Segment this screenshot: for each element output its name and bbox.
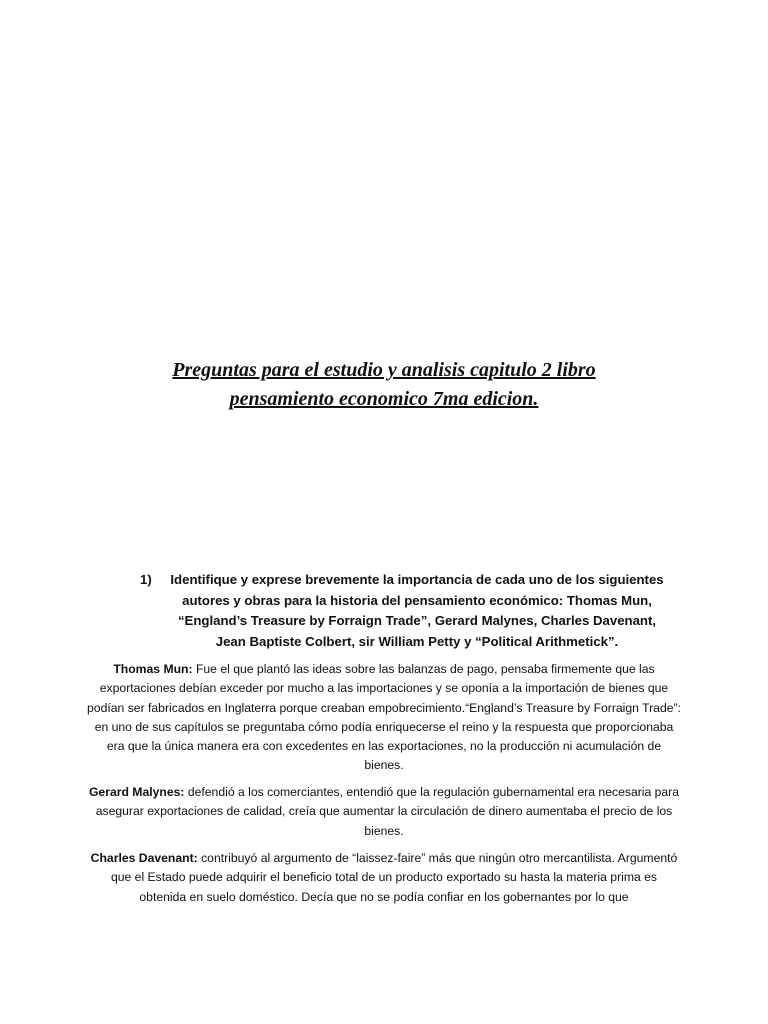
answer-charles-davenant	[86, 849, 682, 907]
title-line-2: pensamiento economico 7ma edicion.	[229, 388, 539, 410]
question-text: Identifique y exprese brevemente la importancia de cada uno de los siguientes autores y obras para la historia del pensamiento económico: Thomas Mun, “England’s Treasure by Forraign Trade”, Gerard Malynes, Charles Davenant, Jean Baptiste Colbert, sir William Petty y “Political Arithmetick”.	[170, 572, 664, 649]
question-1	[132, 570, 672, 652]
answer-author-name: Charles Davenant:	[90, 851, 198, 865]
document-title	[84, 356, 684, 414]
title-line-1: Preguntas para el estudio y analisis capitulo 2 libro	[172, 359, 596, 381]
question-number: 1)	[140, 572, 152, 587]
answer-author-name: Gerard Malynes:	[88, 785, 185, 799]
answer-thomas-mun	[86, 660, 682, 776]
answer-text: defendió a los comerciantes, entendió que la regulación gubernamental era necesaria para asegurar exportaciones de calidad, creía que aumentar la circulación de dinero aumentaba el precio de los bienes.	[95, 785, 680, 838]
answer-text: contribuyó al argumento de “laissez-faire” más que ningún otro mercantilista. Argumentó que el Estado puede adquirir el beneficio total de un producto exportado su hasta la materia prima es obtenida en suelo doméstico. Decía que no se podía confiar en los gobernantes por lo que	[110, 851, 678, 904]
answer-author-name: Thomas Mun:	[113, 662, 193, 676]
answer-text: Fue el que plantó las ideas sobre las balanzas de pago, pensaba firmemente que las exportaciones debían exceder por mucho a las importaciones y se oponía a la importación de bienes que podían ser fabricados en Inglaterra porque creaban empobrecimiento.“England’s Treasure by Forraign Trade”: en uno de sus capítulos se preguntaba cómo podía enriquecerse el reino y la respuesta que proporcionaba era que la única manera era con excedentes en las exportaciones, no la producción ni acumulación de bienes.	[87, 662, 681, 773]
answer-gerard-malynes	[86, 783, 682, 841]
